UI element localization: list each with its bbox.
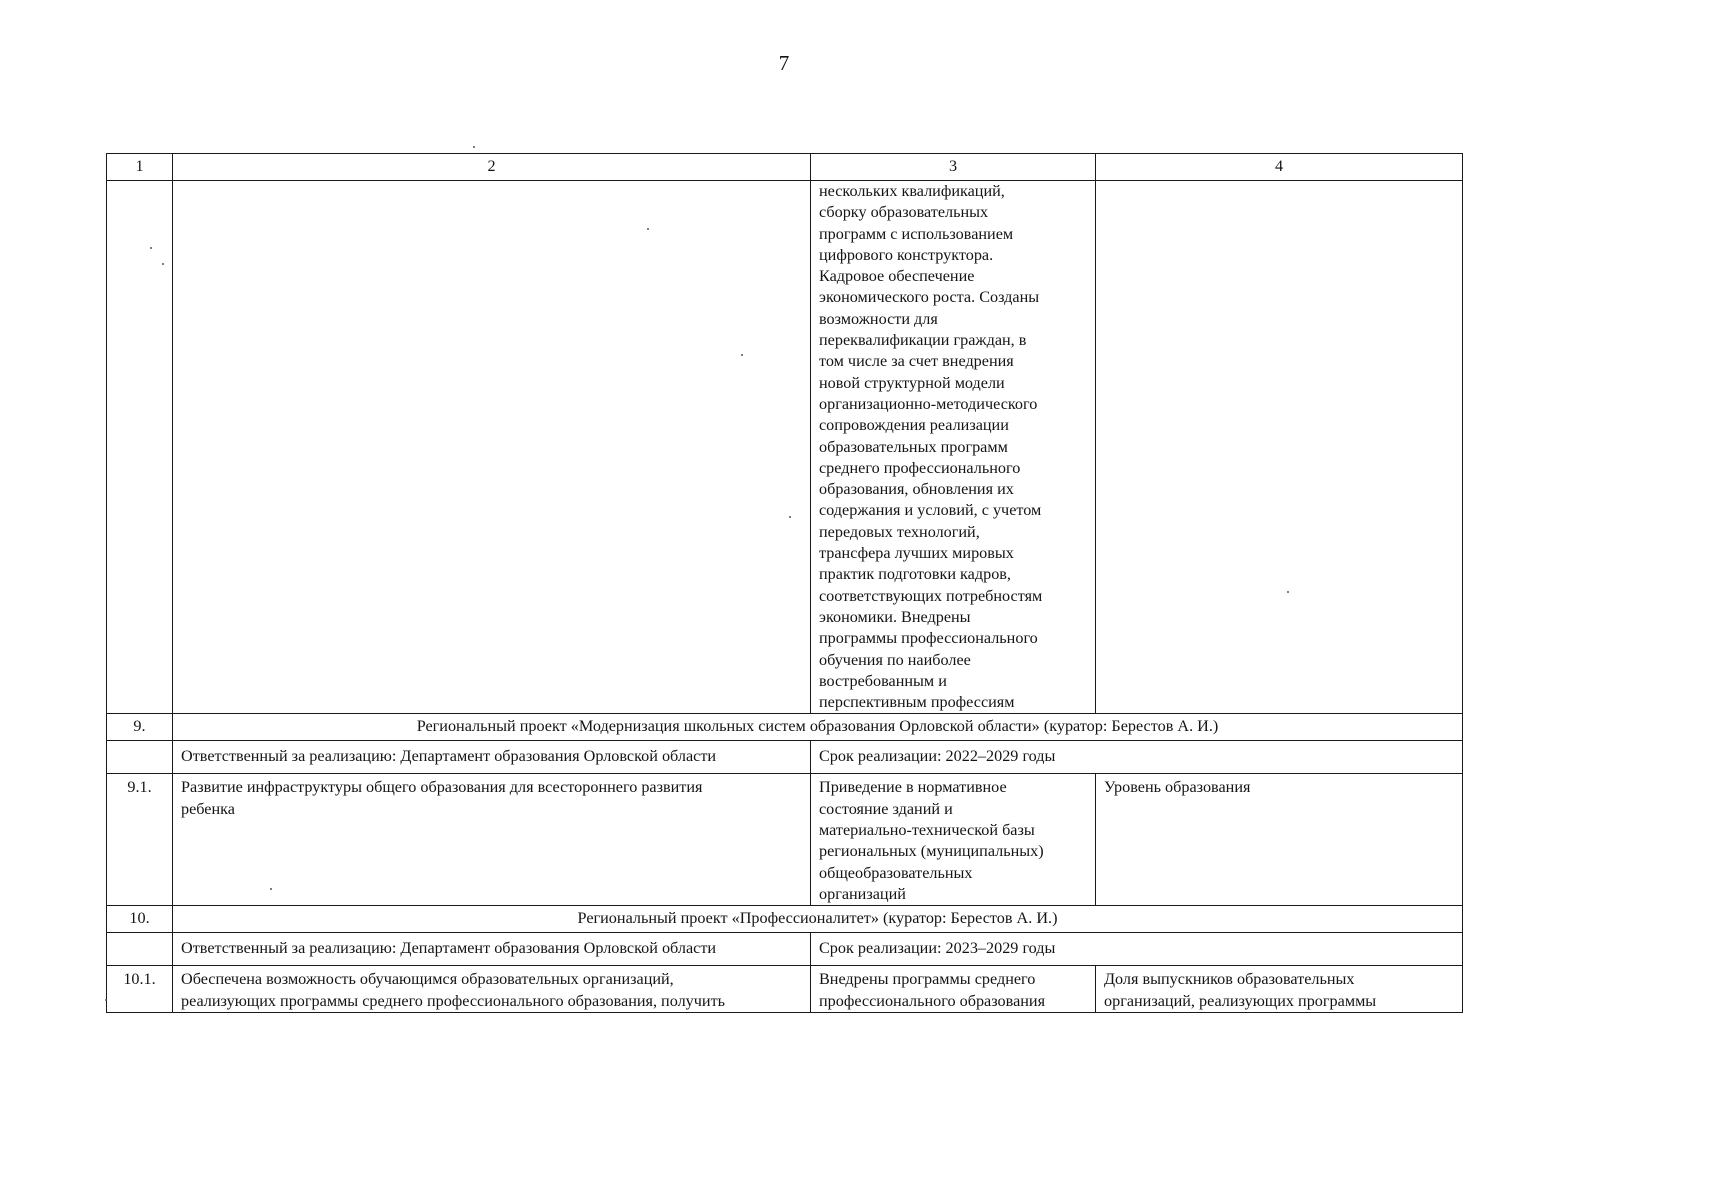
project-9-empty-num: [107, 741, 173, 774]
continuation-num-cell: [107, 181, 173, 714]
continuation-col3-text: нескольких квалификаций, сборку образовательных программ с использованием цифрового конструктора. Кадровое обеспечение экономического роста. Созданы возможности для переквалификации граждан, в том числе за счет внедрения новой структурной модели организационно-методического сопровождения реализации образовательных программ среднего профессионального образования, обновления их содержания и условий, с учетом передовых технологий, трансфера лучших мировых практик подготовки кадров, соответствующих потребностям экономики. Внедрены программы профессионального обучения по наиболее востребованным и перспективным профессиям: [811, 181, 1096, 714]
item-10-1-result: Внедрены программы среднего профессионального образования: [811, 966, 1096, 1013]
project-9-row: [107, 714, 1463, 741]
project-9-title: Региональный проект «Модернизация школьных систем образования Орловской области» (куратор: Берестов А. И.): [173, 714, 1463, 741]
scan-speck: [162, 263, 164, 265]
project-9-number: 9.: [107, 714, 173, 741]
table-header-row: [107, 154, 1463, 181]
item-10-1-indicator: Доля выпускников образовательных организаций, реализующих программы: [1096, 966, 1463, 1013]
scan-speck: [270, 888, 272, 890]
scan-speck: [741, 354, 743, 356]
scan-speck: [789, 516, 791, 518]
programme-table: [106, 153, 1463, 1013]
item-9-1-number: 9.1.: [107, 774, 173, 906]
project-10-title: Региональный проект «Профессионалитет» (куратор: Берестов А. И.): [173, 906, 1463, 933]
header-cell-1: 1: [107, 154, 173, 181]
scan-speck: [150, 247, 152, 249]
page-number: 7: [778, 51, 790, 75]
continuation-col4-cell: [1096, 181, 1463, 714]
item-10-1-number: 10.1.: [107, 966, 173, 1013]
header-cell-2: 2: [173, 154, 811, 181]
project-9-responsible: Ответственный за реализацию: Департамент образования Орловской области: [173, 741, 811, 774]
scan-speck: [647, 228, 649, 230]
item-10-1-description: Обеспечена возможность обучающимся образовательных организаций, реализующих программы среднего профессионального образования, получить: [173, 966, 811, 1013]
project-10-term: Срок реализации: 2023–2029 годы: [811, 933, 1463, 966]
project-10-responsible: Ответственный за реализацию: Департамент образования Орловской области: [173, 933, 811, 966]
item-9-1-description: Развитие инфраструктуры общего образования для всестороннего развития ребенка: [173, 774, 811, 906]
scan-speck: [1287, 591, 1289, 593]
project-10-empty-num: [107, 933, 173, 966]
project-9-term: Срок реализации: 2022–2029 годы: [811, 741, 1463, 774]
continuation-col2-cell: [173, 181, 811, 714]
project-10-row: [107, 906, 1463, 933]
item-9-1-row: [107, 774, 1463, 906]
item-9-1-result: Приведение в нормативное состояние зданий и материально-технической базы региональных (муниципальных) общеобразовательных организаций: [811, 774, 1096, 906]
project-10-number: 10.: [107, 906, 173, 933]
project-9-responsible-row: [107, 741, 1463, 774]
scan-speck: [473, 146, 475, 148]
project-10-responsible-row: [107, 933, 1463, 966]
header-cell-4: 4: [1096, 154, 1463, 181]
continuation-row: [107, 181, 1463, 714]
item-9-1-indicator: Уровень образования: [1096, 774, 1463, 906]
scan-speck: [105, 999, 107, 1001]
item-10-1-row: [107, 966, 1463, 1013]
header-cell-3: 3: [811, 154, 1096, 181]
